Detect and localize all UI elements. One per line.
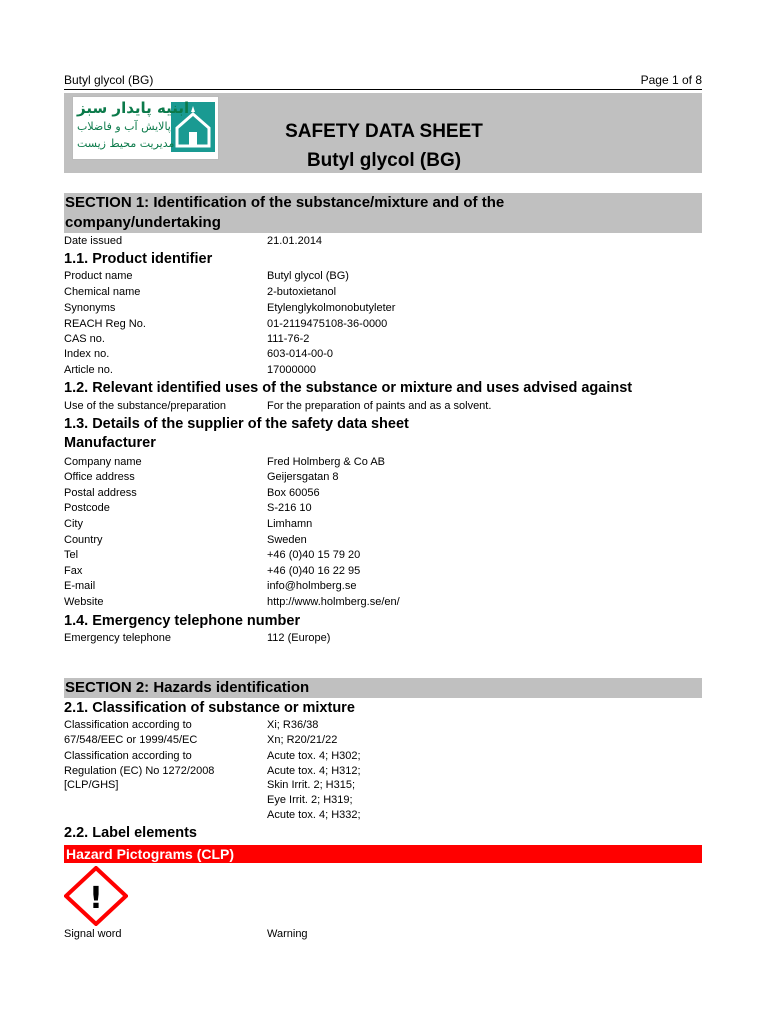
header-page-number: Page 1 of 8 — [640, 73, 702, 87]
fax-value: +46 (0)40 16 22 95 — [267, 565, 361, 577]
class1-label-line2: 67/548/EEC or 1999/45/EC — [64, 734, 198, 746]
supplier-heading: 1.3. Details of the supplier of the safety data sheet — [64, 416, 409, 432]
manufacturer-heading: Manufacturer — [64, 435, 156, 451]
article-no-value: 17000000 — [267, 364, 316, 376]
signal-word-label: Signal word — [64, 928, 122, 940]
index-no-label: Index no. — [64, 348, 110, 360]
section1-heading-line2: company/undertaking — [65, 214, 221, 231]
index-no-value: 603-014-00-0 — [267, 348, 334, 360]
section1-heading-line1: SECTION 1: Identification of the substance/mixture and of the — [65, 194, 505, 211]
class1-label-line1: Classification according to — [64, 719, 192, 731]
product-identifier-heading: 1.1. Product identifier — [64, 251, 213, 267]
emergency-label: Emergency telephone — [64, 632, 172, 644]
class1-value-line1: Xi; R36/38 — [267, 719, 319, 731]
postcode-value: S-216 10 — [267, 502, 312, 514]
office-address-label: Office address — [64, 471, 135, 483]
logo-text-line1: ابنیه پایدار سبز — [77, 99, 190, 117]
exclamation-hazard-icon — [64, 866, 128, 926]
class2-label-line2: Regulation (EC) No 1272/2008 — [64, 765, 215, 777]
fax-label: Fax — [64, 565, 83, 577]
cas-no-value: 111-76-2 — [267, 333, 310, 345]
email-link[interactable]: info@holmberg.se — [267, 580, 357, 592]
date-issued-value: 21.01.2014 — [267, 235, 323, 247]
synonyms-label: Synonyms — [64, 302, 116, 314]
class2-label-line3: [CLP/GHS] — [64, 779, 119, 791]
emergency-heading: 1.4. Emergency telephone number — [64, 613, 301, 629]
product-title: Butyl glycol (BG) — [306, 150, 462, 171]
city-value: Limhamn — [267, 518, 313, 530]
reach-reg-label: REACH Reg No. — [64, 318, 146, 330]
cas-no-label: CAS no. — [64, 333, 105, 345]
hazard-pictograms-bar: Hazard Pictograms (CLP) — [64, 845, 702, 863]
city-label: City — [64, 518, 83, 530]
logo-text-line2: پالایش آب و فاضلاب — [77, 120, 171, 133]
email-label: E-mail — [64, 580, 96, 592]
postal-address-value: Box 60056 — [267, 487, 320, 499]
exclamation-glyph: ! — [89, 881, 103, 916]
class1-value-line2: Xn; R20/21/22 — [267, 734, 338, 746]
class2-label-line1: Classification according to — [64, 750, 192, 762]
section2-heading: SECTION 2: Hazards identification — [64, 678, 702, 698]
signal-word-value: Warning — [267, 928, 308, 940]
product-name-value: Butyl glycol (BG) — [267, 270, 349, 282]
classification-heading: 2.1. Classification of substance or mixture — [64, 700, 355, 716]
doc-title: SAFETY DATA SHEET — [285, 121, 483, 142]
postal-address-label: Postal address — [64, 487, 137, 499]
header-divider — [64, 89, 702, 90]
date-issued-label: Date issued — [64, 235, 123, 247]
relevant-uses-heading: 1.2. Relevant identified uses of the substance or mixture and uses advised against — [64, 380, 633, 396]
synonyms-value: Etylenglykolmonobutyleter — [267, 302, 396, 314]
country-value: Sweden — [267, 534, 307, 546]
chemical-name-label: Chemical name — [64, 286, 141, 298]
chemical-name-value: 2-butoxietanol — [267, 286, 337, 298]
website-link[interactable]: http://www.holmberg.se/en/ — [267, 596, 400, 608]
office-address-value: Geijersgatan 8 — [267, 471, 339, 483]
label-elements-heading: 2.2. Label elements — [64, 825, 197, 841]
header-doc-name: Butyl glycol (BG) — [64, 73, 154, 87]
tel-label: Tel — [64, 549, 79, 561]
class2-value-5: Acute tox. 4; H332; — [267, 809, 361, 821]
company-name-label: Company name — [64, 456, 142, 468]
logo-text-line3: مدیریت محیط زیست — [77, 137, 175, 150]
article-no-label: Article no. — [64, 364, 113, 376]
class2-value-2: Acute tox. 4; H312; — [267, 765, 361, 777]
company-name-value: Fred Holmberg & Co AB — [267, 456, 385, 468]
emergency-value: 112 (Europe) — [267, 632, 331, 644]
tel-value: +46 (0)40 15 79 20 — [267, 549, 361, 561]
class2-value-3: Skin Irrit. 2; H315; — [267, 779, 356, 791]
use-label: Use of the substance/preparation — [64, 400, 227, 412]
reach-reg-value: 01-2119475108-36-0000 — [267, 318, 388, 330]
use-value: For the preparation of paints and as a solvent. — [267, 400, 492, 412]
website-label: Website — [64, 596, 104, 608]
country-label: Country — [64, 534, 103, 546]
class2-value-1: Acute tox. 4; H302; — [267, 750, 361, 762]
postcode-label: Postcode — [64, 502, 110, 514]
section1-heading — [64, 193, 702, 233]
product-name-label: Product name — [64, 270, 133, 282]
class2-value-4: Eye Irrit. 2; H319; — [267, 794, 353, 806]
